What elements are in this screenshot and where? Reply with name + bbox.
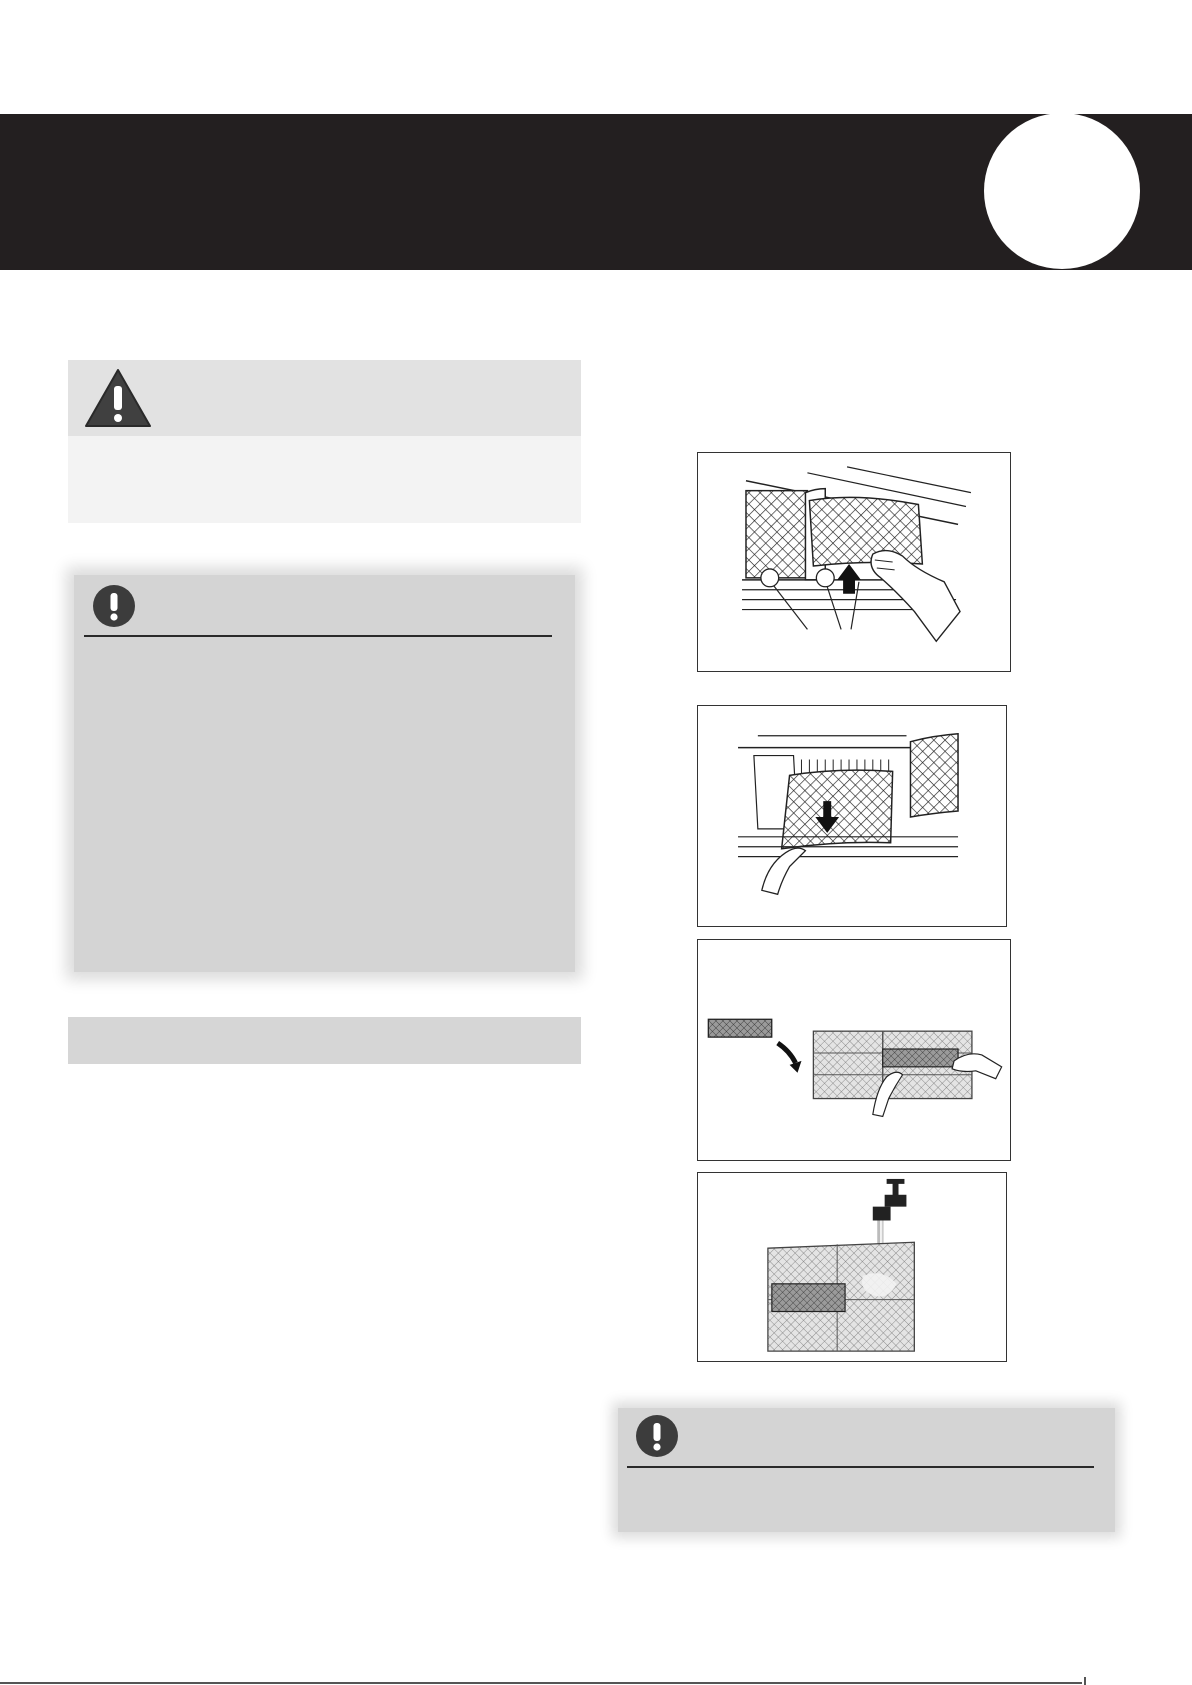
lift-filter-up-illustration xyxy=(698,453,1010,671)
pull-filter-down-illustration xyxy=(698,706,1006,926)
section-subheading-bar xyxy=(68,1017,581,1064)
rinse-filter-under-tap-illustration xyxy=(698,1173,1006,1361)
exclamation-circle-icon xyxy=(92,584,136,628)
figure-pull-filter xyxy=(697,705,1007,927)
note-panel-2-divider xyxy=(627,1466,1094,1468)
footer-rule xyxy=(0,1682,1082,1684)
warning-panel-body xyxy=(68,436,581,523)
remove-small-filter-illustration xyxy=(698,940,1010,1160)
header-page-circle xyxy=(984,113,1140,269)
figure-lift-filter xyxy=(697,452,1011,672)
exclamation-circle-icon xyxy=(635,1414,679,1458)
figure-rinse-filter xyxy=(697,1172,1007,1362)
figure-remove-small-filter xyxy=(697,939,1011,1161)
note-panel-2 xyxy=(618,1408,1115,1532)
note-panel-divider xyxy=(84,635,552,637)
warning-triangle-icon xyxy=(84,368,152,428)
footer-tick xyxy=(1084,1677,1086,1685)
